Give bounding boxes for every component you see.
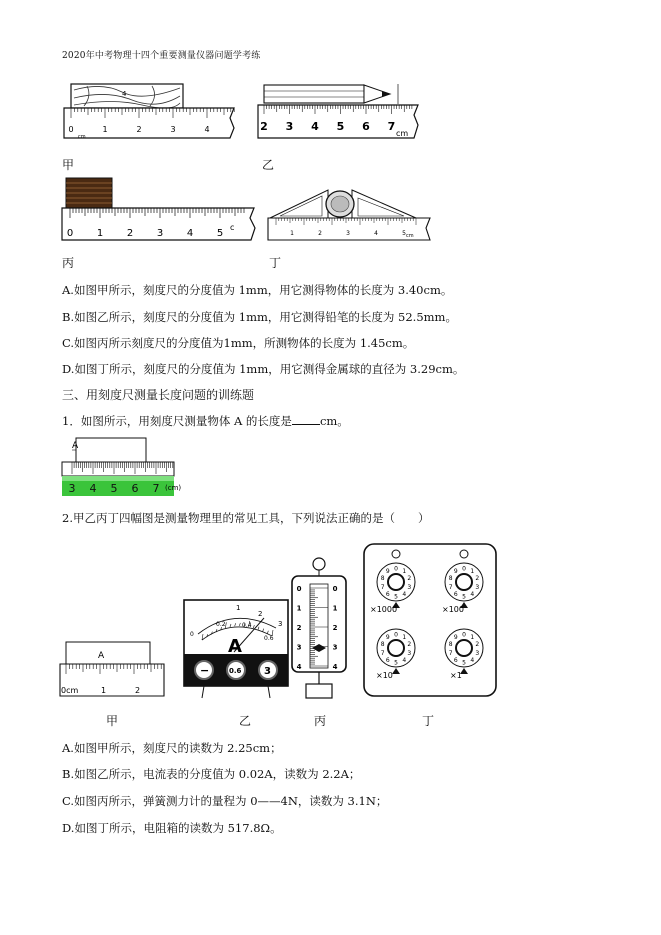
spring-label: 1 bbox=[332, 604, 338, 613]
scale-label: 1 bbox=[96, 228, 104, 239]
jia-unit: cm bbox=[78, 134, 86, 140]
figure-ding-ruler bbox=[266, 186, 434, 246]
q2-label-bing: 丙 bbox=[314, 714, 327, 728]
dial-digit: 2 bbox=[407, 641, 412, 649]
dial-digit: 2 bbox=[475, 575, 480, 583]
section-heading: 三、用刻度尺测量长度问题的训练题 bbox=[62, 388, 255, 402]
q2-ruler-0: 0cm bbox=[61, 686, 79, 695]
dial-digit: 9 bbox=[385, 634, 390, 642]
figure-yi-ruler bbox=[256, 80, 422, 150]
figure-q2-spring-scale bbox=[286, 554, 352, 702]
scale-label: 5 bbox=[216, 228, 224, 239]
scale-label: 3 bbox=[285, 120, 294, 133]
dial-digit: 8 bbox=[380, 575, 385, 583]
scale-label: 6 bbox=[131, 482, 139, 495]
scale-label: 7 bbox=[387, 120, 396, 133]
spring-label: 1 bbox=[296, 604, 302, 613]
spring-label: 2 bbox=[296, 624, 302, 632]
dial-digit: 2 bbox=[407, 575, 412, 583]
dial-digit: 4 bbox=[402, 590, 407, 598]
bing-unit: c bbox=[230, 223, 235, 232]
am-term-3: 3 bbox=[264, 666, 271, 677]
spring-label: 4 bbox=[296, 663, 302, 671]
scale-label: 4 bbox=[311, 120, 319, 133]
spring-label: 0 bbox=[332, 585, 338, 593]
scale-label: 2 bbox=[318, 230, 322, 237]
dial-digit: 4 bbox=[402, 656, 407, 664]
q2-ruler-2: 2 bbox=[135, 686, 141, 695]
rb-mult-1000: ×1000 bbox=[370, 605, 398, 614]
question-1-suffix: cm。 bbox=[319, 414, 349, 428]
dial-digit: 4 bbox=[470, 656, 475, 664]
scale-label: 6 bbox=[362, 120, 370, 133]
am-3: 3 bbox=[278, 620, 283, 628]
scale-label: 1 bbox=[290, 230, 294, 237]
scale-label: 2 bbox=[136, 125, 142, 134]
dial-digit: 9 bbox=[453, 568, 458, 576]
dial-digit: 3 bbox=[407, 583, 412, 591]
am-term-neg: − bbox=[200, 664, 210, 677]
dial-digit: 1 bbox=[402, 568, 407, 576]
q2-option-c: C.如图丙所示，弹簧测力计的量程为 0——4N，读数为 3.1N； bbox=[62, 794, 388, 808]
dial-digit: 7 bbox=[448, 649, 453, 657]
dial-digit: 8 bbox=[380, 641, 385, 649]
figure-jia-ruler bbox=[62, 78, 242, 148]
option-1d: D.如图丁所示，刻度尺的分度值为 1mm，用它测得金属球的直径为 3.29cm。 bbox=[62, 362, 465, 376]
am-06: 0.6 bbox=[264, 635, 274, 642]
scale-label: 4 bbox=[89, 482, 97, 495]
dial-digit: 7 bbox=[380, 583, 385, 591]
q2-option-a: A.如图甲所示，刻度尺的读数为 2.25cm； bbox=[62, 741, 282, 755]
am-1: 1 bbox=[236, 604, 241, 612]
rb-mult-100: ×100 bbox=[442, 605, 464, 614]
page-header: 2020年中考物理十四个重要测量仪器问题学考练 bbox=[62, 51, 261, 61]
scale-label: 3 bbox=[170, 125, 176, 134]
option-1b: B.如图乙所示，刻度尺的分度值为 1mm，用它测得铅笔的长度为 52.5mm。 bbox=[62, 310, 457, 324]
dial-digit: 4 bbox=[470, 590, 475, 598]
figure-q2-ammeter bbox=[180, 596, 292, 700]
q2-label-yi: 乙 bbox=[239, 714, 252, 728]
dial-digit: 0 bbox=[394, 631, 398, 639]
q2-label-jia: 甲 bbox=[106, 714, 119, 728]
question-2-stem: 2.甲乙丙丁四幅图是测量物理里的常见工具，下列说法正确的是（ ） bbox=[62, 511, 430, 525]
scale-label: 5 bbox=[402, 230, 406, 237]
am-02: 0.2 bbox=[216, 621, 226, 628]
am-0: 0 bbox=[190, 631, 194, 638]
q1-label-a: A bbox=[72, 441, 79, 451]
ding-unit: cm bbox=[406, 233, 414, 239]
q2-label-ding: 丁 bbox=[422, 714, 435, 728]
scale-label: 4 bbox=[204, 125, 210, 134]
scale-label: 5 bbox=[110, 482, 118, 495]
question-1-prefix: 1．如图所示，用刻度尺测量物体 A 的长度是 bbox=[62, 414, 292, 428]
jia-marker: 4 bbox=[122, 90, 127, 98]
dial-digit: 9 bbox=[385, 568, 390, 576]
dial-digit: 3 bbox=[475, 649, 480, 657]
yi-unit: cm bbox=[396, 129, 409, 138]
scale-label: 2 bbox=[126, 228, 134, 239]
dial-digit: 6 bbox=[385, 590, 390, 598]
option-1c: C.如图丙所示刻度尺的分度值为1mm，所测物体的长度为 1.45cm。 bbox=[62, 336, 415, 350]
dial-digit: 5 bbox=[394, 593, 398, 601]
rb-mult-10: ×10 bbox=[376, 671, 393, 680]
scale-label: 0 bbox=[66, 228, 74, 239]
label-ding: 丁 bbox=[269, 256, 282, 270]
option-1a: A.如图甲所示，刻度尺的分度值为 1mm，用它测得物体的长度为 3.40cm。 bbox=[62, 283, 453, 297]
scale-label: 4 bbox=[186, 228, 194, 239]
dial-digit: 8 bbox=[448, 575, 453, 583]
am-04: 0.4 bbox=[242, 622, 252, 629]
dial-digit: 6 bbox=[453, 590, 458, 598]
dial-digit: 3 bbox=[475, 583, 480, 591]
scale-label: 1 bbox=[102, 125, 108, 134]
scale-label: 2 bbox=[260, 120, 268, 133]
spring-label: 3 bbox=[296, 643, 302, 652]
spring-label: 4 bbox=[332, 663, 338, 671]
dial-digit: 5 bbox=[394, 659, 398, 667]
scale-label: 3 bbox=[346, 230, 350, 237]
dial-digit: 1 bbox=[470, 568, 475, 576]
q2-ruler-label: A bbox=[98, 651, 105, 661]
scale-label: 4 bbox=[374, 230, 378, 237]
spring-label: 3 bbox=[332, 643, 338, 652]
scale-label: 5 bbox=[336, 120, 345, 133]
scale-label: 3 bbox=[156, 228, 164, 239]
spring-label: 0 bbox=[296, 585, 302, 593]
dial-digit: 6 bbox=[385, 656, 390, 664]
dial-digit: 5 bbox=[462, 593, 466, 601]
dial-digit: 0 bbox=[462, 565, 466, 573]
q2-ruler-1: 1 bbox=[101, 686, 107, 695]
am-letter: A bbox=[228, 636, 242, 657]
question-1 bbox=[62, 413, 349, 429]
scale-label: 7 bbox=[152, 482, 160, 495]
am-term-06: 0.6 bbox=[229, 667, 242, 675]
dial-digit: 5 bbox=[462, 659, 466, 667]
dial-digit: 0 bbox=[462, 631, 466, 639]
label-yi: 乙 bbox=[262, 158, 275, 172]
dial-digit: 7 bbox=[380, 649, 385, 657]
dial-digit: 8 bbox=[448, 641, 453, 649]
q2-option-b: B.如图乙所示，电流表的分度值为 0.02A，读数为 2.2A； bbox=[62, 767, 361, 781]
rb-mult-1: ×1 bbox=[450, 671, 462, 680]
figure-q2-resistance-box bbox=[362, 542, 498, 698]
label-bing: 丙 bbox=[62, 256, 75, 270]
figure-q2-jia bbox=[58, 636, 168, 700]
figure-bing-ruler bbox=[58, 174, 268, 246]
am-2: 2 bbox=[258, 610, 263, 618]
scale-label: 0 bbox=[68, 125, 74, 134]
label-jia: 甲 bbox=[62, 158, 75, 172]
q1-unit: (cm) bbox=[165, 484, 182, 492]
dial-digit: 3 bbox=[407, 649, 412, 657]
spring-label: 2 bbox=[332, 624, 338, 632]
figure-q1-ruler bbox=[58, 436, 188, 498]
dial-digit: 7 bbox=[448, 583, 453, 591]
scale-label: 3 bbox=[68, 482, 76, 495]
dial-digit: 1 bbox=[402, 634, 407, 642]
q2-option-d: D.如图丁所示，电阻箱的读数为 517.8Ω。 bbox=[62, 821, 282, 835]
dial-digit: 1 bbox=[470, 634, 475, 642]
dial-digit: 2 bbox=[475, 641, 480, 649]
answer-blank bbox=[292, 414, 320, 425]
dial-digit: 6 bbox=[453, 656, 458, 664]
dial-digit: 0 bbox=[394, 565, 398, 573]
dial-digit: 9 bbox=[453, 634, 458, 642]
